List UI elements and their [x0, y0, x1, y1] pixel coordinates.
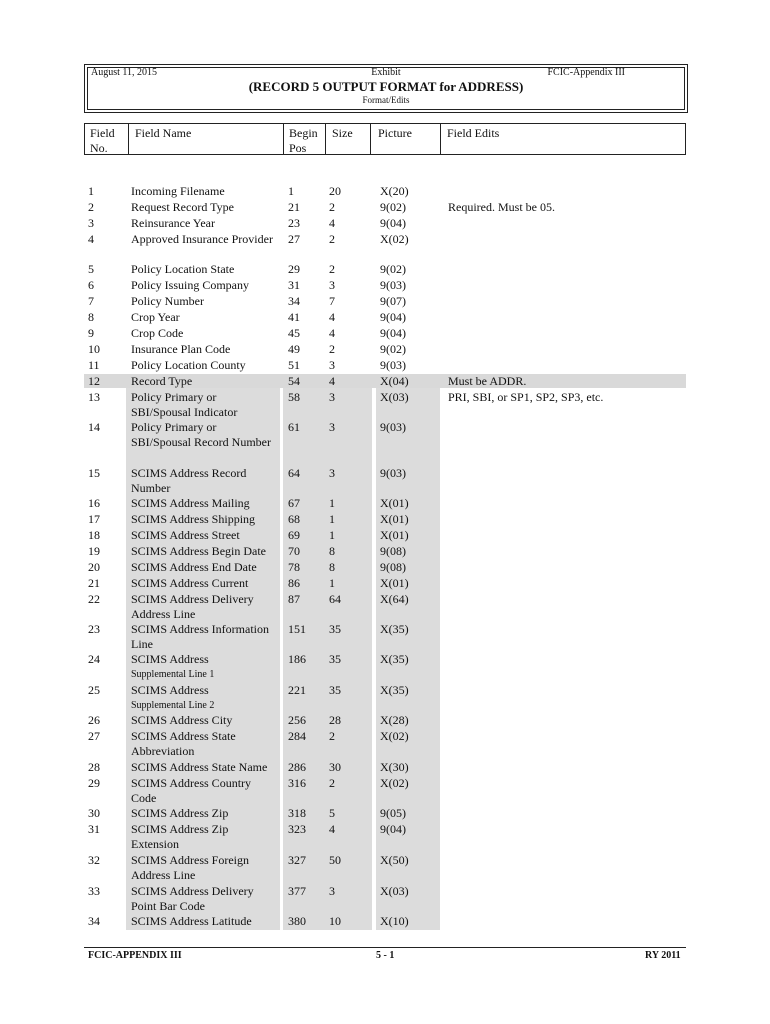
field-name-continued: Supplemental Line 1: [131, 669, 215, 680]
field-name: SCIMS Address: [131, 652, 209, 666]
field-number: 30: [88, 806, 100, 820]
field-number: 13: [88, 390, 100, 404]
field-number: 10: [88, 342, 100, 356]
field-size: 3: [329, 420, 335, 434]
begin-position: 23: [288, 216, 300, 230]
begin-position: 323: [288, 822, 306, 836]
field-number: 20: [88, 560, 100, 574]
page-number: 5 - 1: [376, 950, 395, 961]
begin-position: 49: [288, 342, 300, 356]
field-number: 18: [88, 528, 100, 542]
field-size: 4: [329, 216, 335, 230]
begin-position: 54: [288, 374, 300, 388]
page-title: (RECORD 5 OUTPUT FORMAT for ADDRESS): [248, 79, 524, 94]
field-name: SCIMS Address Current: [131, 576, 249, 590]
field-size: 8: [329, 560, 335, 574]
column-begin-pos: Begin Pos: [289, 126, 318, 155]
field-size: 64: [329, 592, 341, 606]
begin-position: 1: [288, 184, 294, 198]
begin-position: 27: [288, 232, 300, 246]
begin-position: 68: [288, 512, 300, 526]
field-size: 3: [329, 278, 335, 292]
field-number: 31: [88, 822, 100, 836]
begin-position: 64: [288, 466, 300, 480]
field-name: SCIMS Address: [131, 683, 209, 697]
begin-position: 284: [288, 729, 306, 743]
field-number: 19: [88, 544, 100, 558]
field-picture: X(35): [380, 622, 409, 636]
field-size: 2: [329, 729, 335, 743]
field-number: 17: [88, 512, 100, 526]
field-number: 12: [88, 374, 100, 388]
begin-position: 21: [288, 200, 300, 214]
field-size: 2: [329, 200, 335, 214]
field-name: Insurance Plan Code: [131, 342, 231, 356]
field-edits: PRI, SBI, or SP1, SP2, SP3, etc.: [448, 390, 604, 404]
field-size: 3: [329, 390, 335, 404]
field-number: 22: [88, 592, 100, 606]
begin-position: 286: [288, 760, 306, 774]
field-picture: 9(05): [380, 806, 406, 820]
field-size: 1: [329, 528, 335, 542]
field-size: 10: [329, 914, 341, 928]
field-name: Policy Location County: [131, 358, 246, 372]
field-size: 1: [329, 576, 335, 590]
field-size: 4: [329, 326, 335, 340]
footer-rule: [84, 947, 686, 948]
begin-position: 31: [288, 278, 300, 292]
field-size: 7: [329, 294, 335, 308]
field-picture: X(35): [380, 652, 409, 666]
field-picture: 9(03): [380, 358, 406, 372]
header-exhibit-label: Exhibit: [371, 67, 401, 78]
field-name: SCIMS Address Country Code: [131, 776, 252, 805]
field-number: 1: [88, 184, 94, 198]
field-picture: X(28): [380, 713, 409, 727]
footer-left: FCIC-APPENDIX III: [88, 950, 182, 961]
field-picture: 9(03): [380, 466, 406, 480]
field-number: 3: [88, 216, 94, 230]
begin-position: 51: [288, 358, 300, 372]
field-name: Policy Primary or SBI/Spousal Record Number: [131, 420, 271, 449]
field-picture: X(20): [380, 184, 409, 198]
field-name: Crop Code: [131, 326, 184, 340]
begin-position: 69: [288, 528, 300, 542]
column-size: Size: [332, 126, 353, 140]
field-size: 1: [329, 496, 335, 510]
field-number: 27: [88, 729, 100, 743]
field-number: 14: [88, 420, 100, 434]
field-name: Incoming Filename: [131, 184, 225, 198]
column-field-edits: Field Edits: [447, 126, 500, 140]
field-name: SCIMS Address Shipping: [131, 512, 256, 526]
page-subtitle: Format/Edits: [362, 95, 410, 105]
field-picture: X(01): [380, 512, 409, 526]
field-picture: 9(02): [380, 200, 406, 214]
field-picture: 9(03): [380, 278, 406, 292]
field-name: Record Type: [131, 374, 193, 388]
field-number: 15: [88, 466, 100, 480]
field-size: 35: [329, 622, 341, 636]
field-number: 16: [88, 496, 100, 510]
begin-position: 34: [288, 294, 300, 308]
field-name: Policy Primary or SBI/Spousal Indicator: [131, 390, 238, 419]
begin-position: 316: [288, 776, 306, 790]
field-picture: X(30): [380, 760, 409, 774]
field-picture: 9(04): [380, 326, 406, 340]
begin-position: 61: [288, 420, 300, 434]
field-picture: 9(02): [380, 262, 406, 276]
field-picture: 9(04): [380, 310, 406, 324]
field-picture: X(01): [380, 496, 409, 510]
field-picture: X(04): [380, 374, 409, 388]
field-name: SCIMS Address Latitude: [131, 914, 252, 928]
field-size: 2: [329, 262, 335, 276]
field-name: SCIMS Address Foreign Address Line: [131, 853, 250, 882]
field-number: 6: [88, 278, 94, 292]
field-size: 35: [329, 652, 341, 666]
field-number: 34: [88, 914, 100, 928]
begin-position: 70: [288, 544, 300, 558]
field-name: Reinsurance Year: [131, 216, 215, 230]
header-date: August 11, 2015: [91, 67, 158, 78]
field-number: 2: [88, 200, 94, 214]
field-name: SCIMS Address Delivery Address Line: [131, 592, 254, 621]
field-picture: X(01): [380, 528, 409, 542]
begin-position: 256: [288, 713, 306, 727]
column-field-name: Field Name: [135, 126, 192, 140]
field-number: 25: [88, 683, 100, 697]
field-size: 3: [329, 884, 335, 898]
begin-position: 29: [288, 262, 300, 276]
field-name: SCIMS Address Record Number: [131, 466, 247, 495]
field-picture: 9(02): [380, 342, 406, 356]
field-picture: X(10): [380, 914, 409, 928]
field-name: SCIMS Address Delivery Point Bar Code: [131, 884, 254, 913]
field-number: 28: [88, 760, 100, 774]
field-picture: X(02): [380, 232, 409, 246]
field-size: 2: [329, 776, 335, 790]
field-name: SCIMS Address Begin Date: [131, 544, 266, 558]
field-picture: X(03): [380, 390, 409, 404]
footer-right: RY 2011: [645, 950, 681, 961]
begin-position: 45: [288, 326, 300, 340]
field-edits: Required. Must be 05.: [448, 200, 555, 214]
field-name: SCIMS Address City: [131, 713, 233, 727]
column-picture: Picture: [378, 126, 412, 140]
field-name: Request Record Type: [131, 200, 234, 214]
field-name: SCIMS Address End Date: [131, 560, 257, 574]
header-appendix-label: FCIC-Appendix III: [547, 67, 625, 78]
begin-position: 67: [288, 496, 300, 510]
field-size: 4: [329, 822, 335, 836]
column-field-no: Field No.: [90, 126, 115, 155]
field-picture: 9(08): [380, 560, 406, 574]
field-picture: X(64): [380, 592, 409, 606]
field-name: SCIMS Address Zip: [131, 806, 229, 820]
field-size: 8: [329, 544, 335, 558]
field-number: 11: [88, 358, 100, 372]
begin-position: 186: [288, 652, 306, 666]
begin-position: 327: [288, 853, 306, 867]
field-size: 2: [329, 342, 335, 356]
field-number: 5: [88, 262, 94, 276]
field-number: 21: [88, 576, 100, 590]
field-picture: X(02): [380, 776, 409, 790]
field-size: 2: [329, 232, 335, 246]
begin-position: 221: [288, 683, 306, 697]
field-picture: 9(03): [380, 420, 406, 434]
field-picture: 9(07): [380, 294, 406, 308]
field-name: Crop Year: [131, 310, 180, 324]
field-picture: X(01): [380, 576, 409, 590]
begin-position: 151: [288, 622, 306, 636]
field-size: 35: [329, 683, 341, 697]
field-name: SCIMS Address State Name: [131, 760, 268, 774]
field-size: 28: [329, 713, 341, 727]
begin-position: 86: [288, 576, 300, 590]
field-size: 3: [329, 358, 335, 372]
field-picture: X(02): [380, 729, 409, 743]
field-size: 30: [329, 760, 341, 774]
field-number: 32: [88, 853, 100, 867]
field-name: Approved Insurance Provider: [131, 232, 273, 246]
field-size: 4: [329, 310, 335, 324]
begin-position: 318: [288, 806, 306, 820]
field-size: 1: [329, 512, 335, 526]
field-number: 33: [88, 884, 100, 898]
field-number: 24: [88, 652, 100, 666]
field-size: 4: [329, 374, 335, 388]
field-number: 26: [88, 713, 100, 727]
begin-position: 58: [288, 390, 300, 404]
field-name: SCIMS Address Zip Extension: [131, 822, 229, 851]
field-name: Policy Issuing Company: [131, 278, 250, 292]
field-number: 7: [88, 294, 94, 308]
field-name: SCIMS Address Information Line: [131, 622, 269, 651]
begin-position: 380: [288, 914, 306, 928]
field-size: 3: [329, 466, 335, 480]
field-number: 29: [88, 776, 100, 790]
field-edits: Must be ADDR.: [448, 374, 527, 388]
field-number: 9: [88, 326, 94, 340]
begin-position: 41: [288, 310, 300, 324]
field-number: 8: [88, 310, 94, 324]
field-size: 50: [329, 853, 341, 867]
field-picture: 9(04): [380, 216, 406, 230]
field-picture: X(50): [380, 853, 409, 867]
field-picture: X(35): [380, 683, 409, 697]
field-name: SCIMS Address State Abbreviation: [131, 729, 236, 758]
field-name: Policy Number: [131, 294, 204, 308]
begin-position: 377: [288, 884, 306, 898]
field-number: 4: [88, 232, 94, 246]
field-picture: 9(08): [380, 544, 406, 558]
field-name: SCIMS Address Street: [131, 528, 240, 542]
field-size: 20: [329, 184, 341, 198]
field-name: SCIMS Address Mailing: [131, 496, 250, 510]
field-name: Policy Location State: [131, 262, 235, 276]
begin-position: 87: [288, 592, 300, 606]
field-picture: 9(04): [380, 822, 406, 836]
field-picture: X(03): [380, 884, 409, 898]
begin-position: 78: [288, 560, 300, 574]
field-number: 23: [88, 622, 100, 636]
field-size: 5: [329, 806, 335, 820]
field-name-continued: Supplemental Line 2: [131, 700, 215, 711]
